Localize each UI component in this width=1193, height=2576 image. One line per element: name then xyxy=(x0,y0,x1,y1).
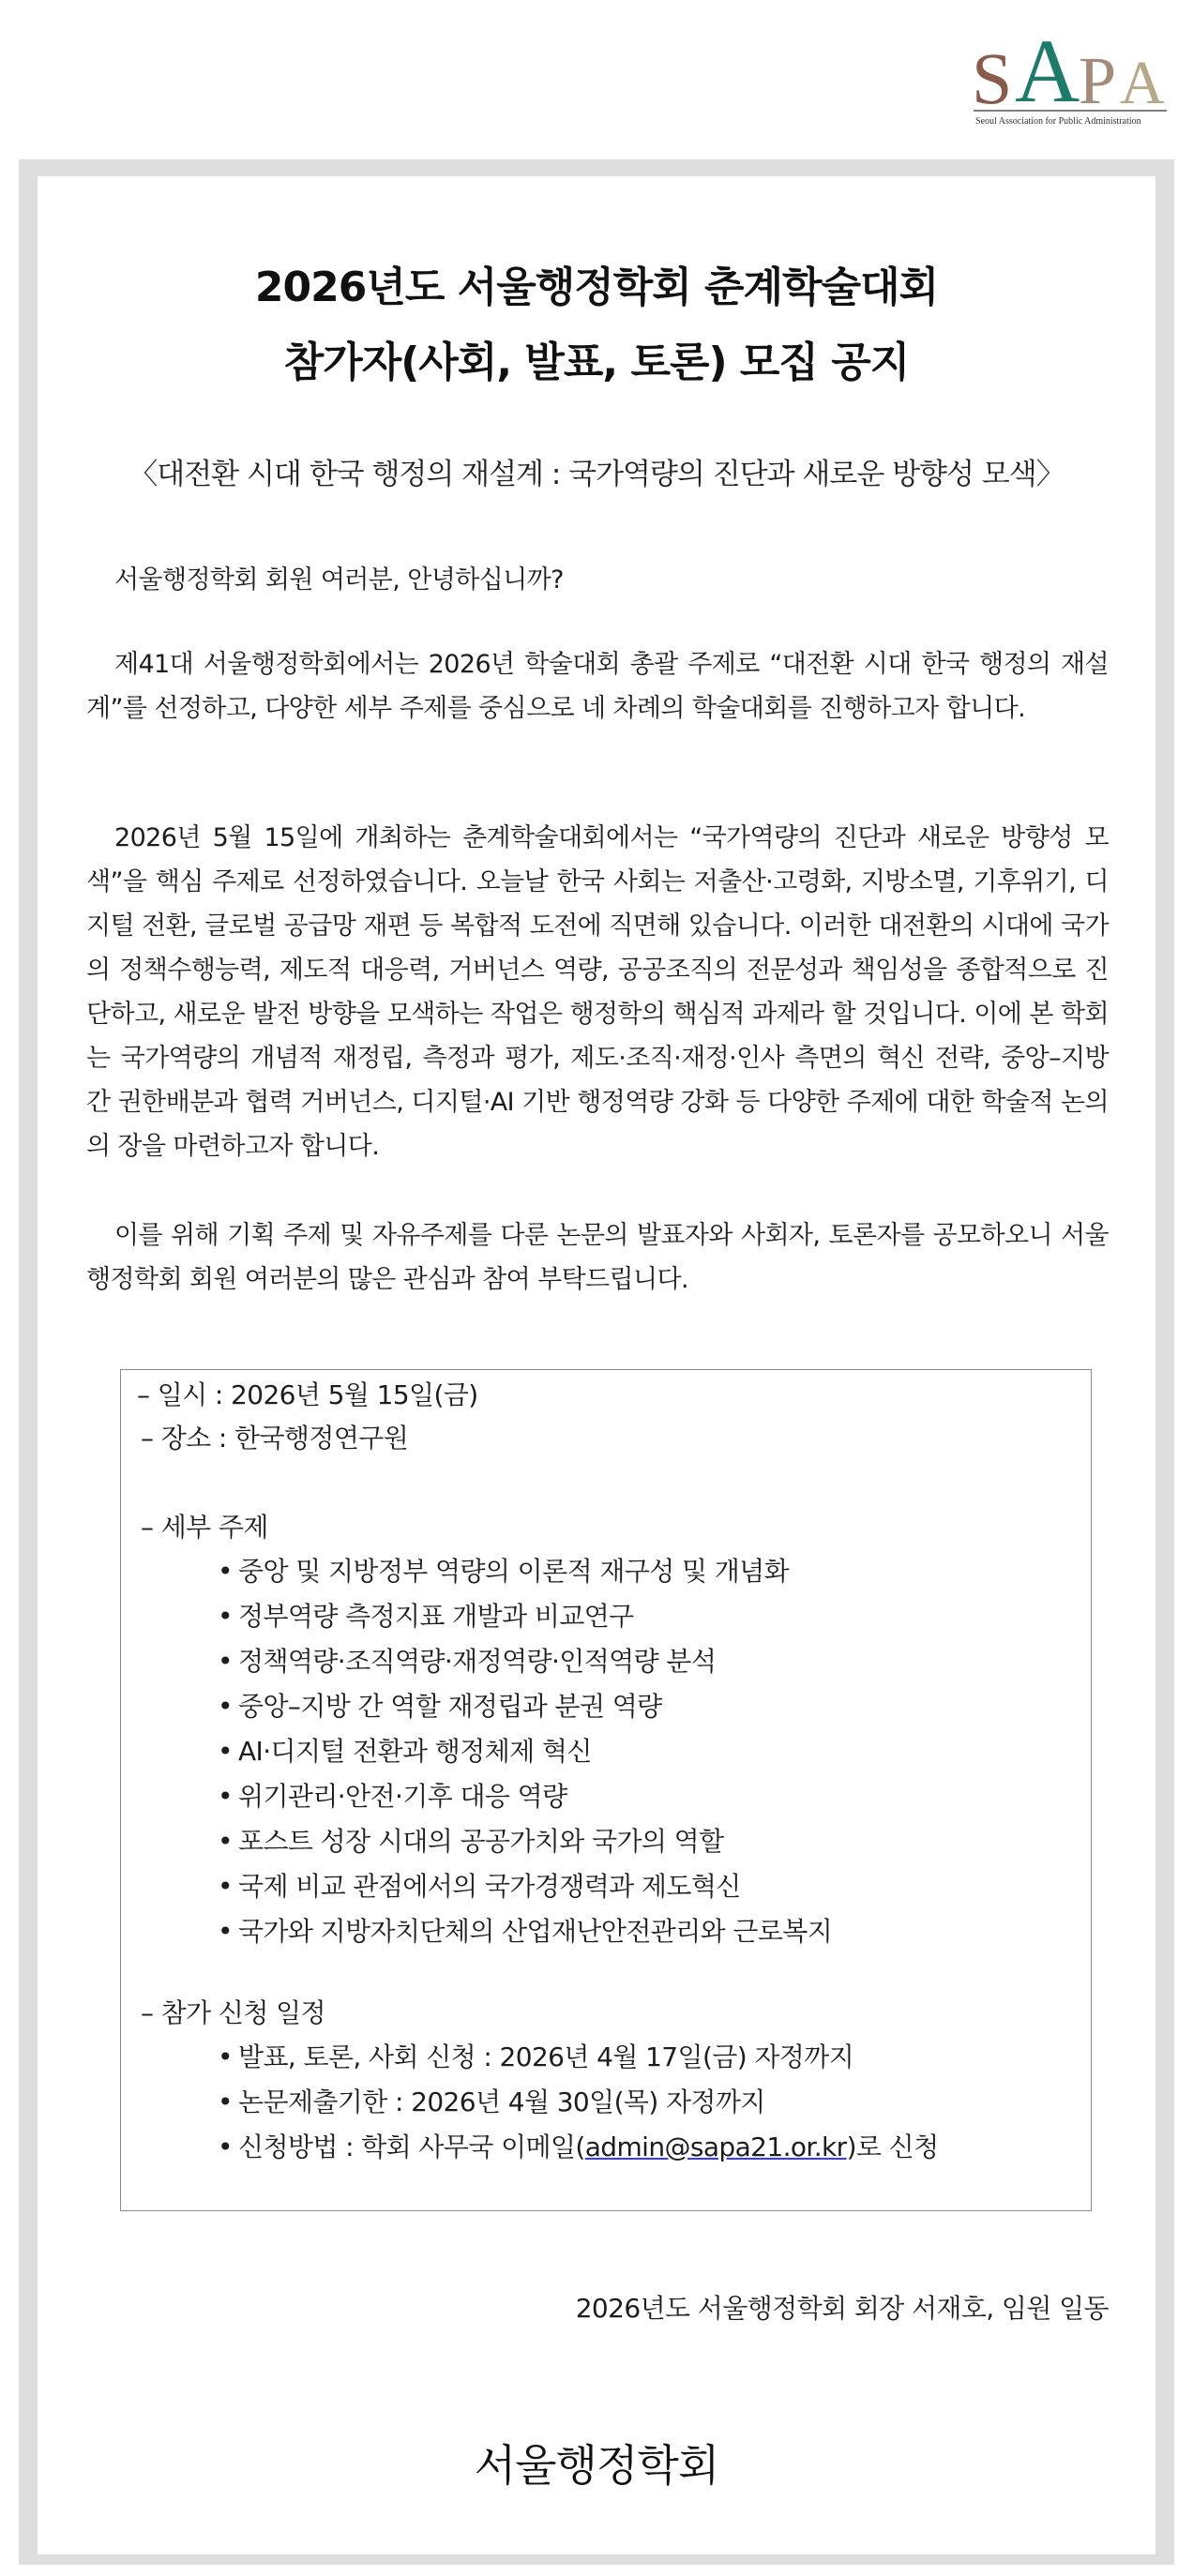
call-paragraph xyxy=(86,1213,1109,1302)
organization-name: 서울행정학회 xyxy=(474,2440,719,2491)
event-place: – 장소 : 한국행정연구원 xyxy=(141,1423,409,1454)
topic-item: • AI·디지털 전환과 행정체제 혁신 xyxy=(218,1731,592,1769)
method-prefix: 신청방법 : 학회 사무국 이메일( xyxy=(238,2132,585,2162)
schedule-item: • 논문제출기한 : 2026년 4월 30일(목) 자정까지 xyxy=(218,2082,765,2119)
logo-letter-p: P xyxy=(1079,43,1117,118)
topics-heading: – 세부 주제 xyxy=(141,1512,268,1543)
schedule-heading: – 참가 신청 일정 xyxy=(141,1997,325,2028)
call-text: 이를 위해 기획 주제 및 자유주제를 다룬 논문의 발표자와 사회자, 토론자를 공모하오니 서울행정학회 회원 여러분의 많은 관심과 참여 부탁드립니다. xyxy=(86,1221,1109,1294)
event-date: – 일시 : 2026년 5월 15일(금) xyxy=(137,1379,478,1410)
notice-subtitle: 〈대전환 시대 한국 행정의 재설계 : 국가역량의 진단과 새로운 방향성 모색〉 xyxy=(128,458,1065,491)
method-suffix: )로 신청 xyxy=(846,2132,939,2162)
theme-paragraph xyxy=(86,816,1109,1168)
greeting-paragraph xyxy=(86,558,1109,602)
intro-text: 제41대 서울행정학회에서는 2026년 학술대회 총괄 주제로 “대전환 시대 한국 행정의 재설계”를 선정하고, 다양한 세부 주제를 중심으로 네 차례의 학술대회를 진행하고자 합니다. xyxy=(86,650,1109,723)
signature-line: 2026년도 서울행정학회 회장 서재호, 임원 일동 xyxy=(575,2293,1109,2324)
topic-item: • 위기관리·안전·기후 대응 역량 xyxy=(218,1776,567,1814)
topic-item: • 중앙 및 지방정부 역량의 이론적 재구성 및 개념화 xyxy=(218,1551,789,1589)
topic-item: • 국가와 지방자치단체의 산업재난안전관리와 근로복지 xyxy=(218,1911,832,1949)
schedule-item: • 발표, 토론, 사회 신청 : 2026년 4월 17일(금) 자정까지 xyxy=(218,2037,853,2074)
page-title-line2: 참가자(사회, 발표, 토론) 모집 공지 xyxy=(283,339,910,386)
logo-letter-a: A xyxy=(1015,21,1080,121)
logo-tagline: Seoul Association for Public Administration xyxy=(975,116,1141,127)
theme-text: 2026년 5월 15일에 개최하는 춘계학술대회에서는 “국가역량의 진단과 새로운 방향성 모색”을 핵심 주제로 선정하였습니다. 오늘날 한국 사회는 저출산·고령화, 지방소멸, 기후위기, 디지털 전환, 글로벌 공급망 재편 등 복합적 도전에 직면해 있습니다. 이러한 대전환의 시대에 국가의 정책수행능력, 제도적 대응력, 거버넌스 역량, 공공조직의 전문성과 책임성을 종합적으로 진단하고, 새로운 발전 방향을 모색하는 작업은 행정학의 핵심적 과제라 할 것입니다. 이에 본 학회는 국가역량의 개념적 재정립, 측정과 평가, 제도·조직·재정·인사 측면의 혁신 전략, 중앙–지방 간 권한배분과 협력 거버넌스, 디지털·AI 기반 행정역량 강화 등 다양한 주제에 대한 학술적 논의의 장을 마련하고자 합니다. xyxy=(86,823,1109,1161)
page-title-line1: 2026년도 서울행정학회 춘계학술대회 xyxy=(254,264,939,311)
greeting-text: 서울행정학회 회원 여러분, 안녕하십니까? xyxy=(114,565,564,595)
topic-item: • 국제 비교 관점에서의 국가경쟁력과 제도혁신 xyxy=(218,1866,741,1904)
sapa-logo-mark xyxy=(966,21,1172,133)
topic-item: • 포스트 성장 시대의 공공가치와 국가의 역할 xyxy=(218,1821,724,1859)
logo-letter-s: S xyxy=(972,38,1013,119)
logo-letter-a2: A xyxy=(1120,49,1165,117)
topic-item: • 정부역량 측정지표 개발과 비교연구 xyxy=(218,1596,634,1634)
application-method xyxy=(218,2127,939,2164)
intro-paragraph xyxy=(86,642,1109,731)
email-link[interactable]: admin@sapa21.or.kr xyxy=(584,2132,847,2162)
topic-item: • 정책역량·조직역량·재정역량·인적역량 분석 xyxy=(218,1641,716,1679)
sapa-logo xyxy=(966,21,1172,133)
topic-item: • 중앙–지방 간 역할 재정립과 분권 역량 xyxy=(218,1686,662,1724)
